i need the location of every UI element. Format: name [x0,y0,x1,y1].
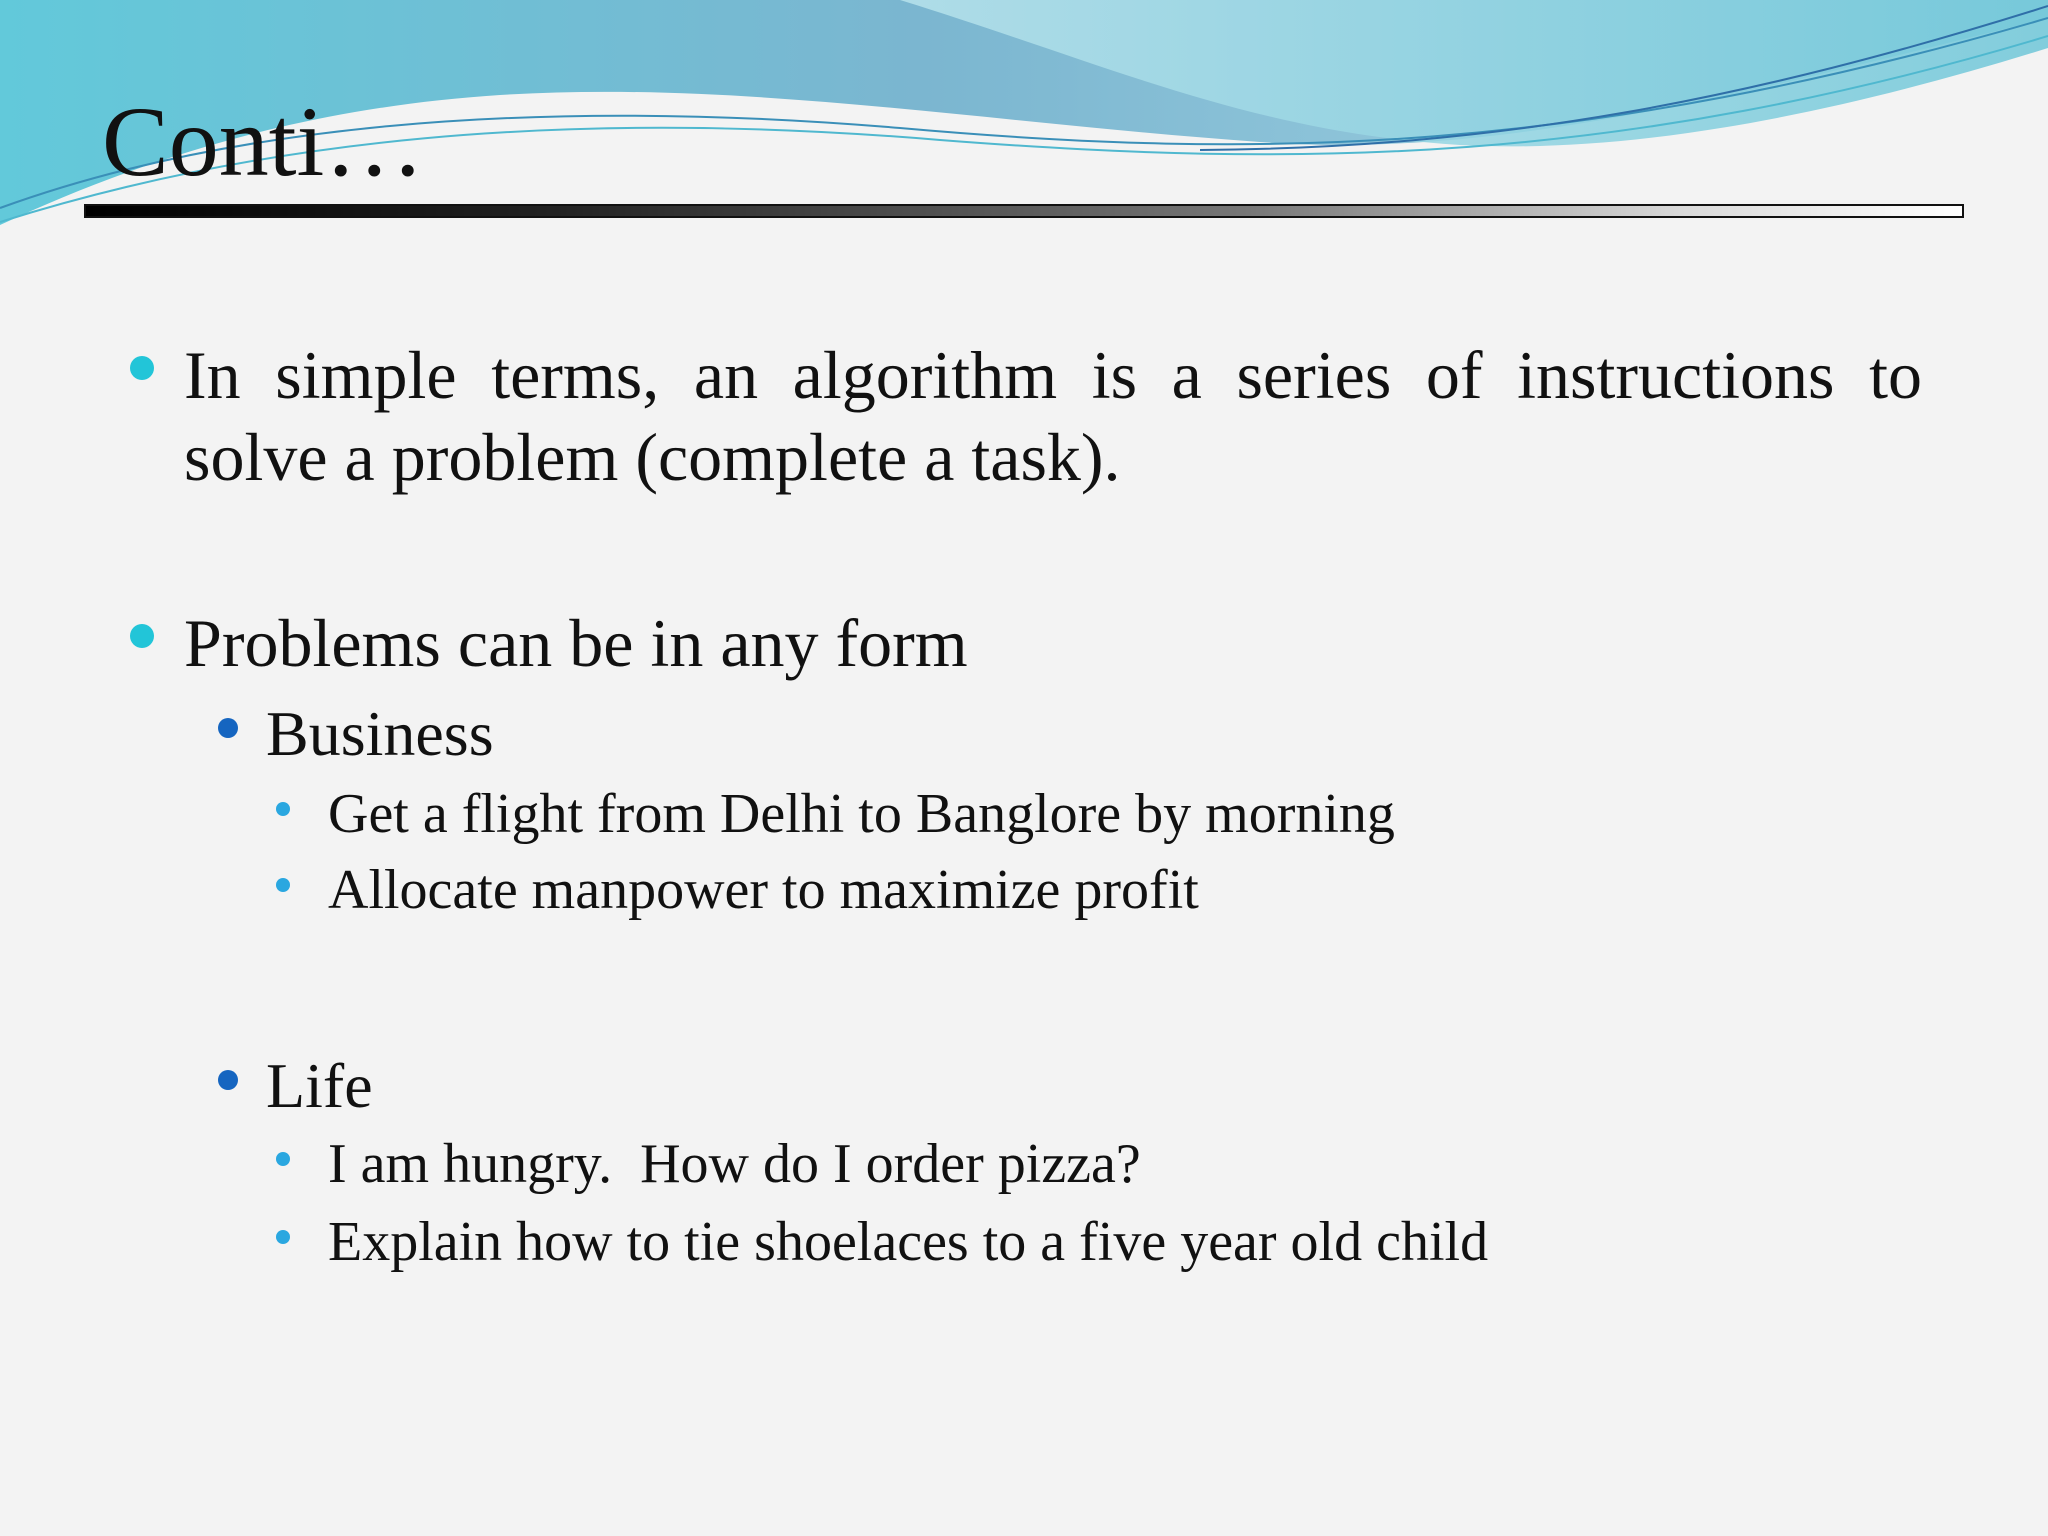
sub-sub-bullet-dot-flight [276,802,290,816]
bullet-1-line-1: In simple terms, an algorithm is a series of instructions to [184,337,1922,413]
bullet-1-text [184,334,1922,498]
sub-bullet-dot-life [218,1070,238,1090]
sub-sub-bullet-pizza-text: I am hungry. How do I order pizza? [328,1133,1141,1195]
bullet-1-line-2: solve a problem (complete a task). [184,419,1121,495]
bullet-2-text: Problems can be in any form [184,605,968,681]
slide-title: Conti… [102,86,425,197]
sub-bullet-dot-business [218,718,238,738]
bullet-dot-2 [130,624,154,648]
sub-sub-bullet-flight-text: Get a flight from Delhi to Banglore by morning [328,783,1395,845]
sub-sub-bullet-dot-shoelaces [276,1230,290,1244]
sub-sub-bullet-manpower-text: Allocate manpower to maximize profit [328,859,1199,921]
sub-sub-bullet-dot-pizza [276,1152,290,1166]
sub-sub-bullet-shoelaces-text: Explain how to tie shoelaces to a five year old child [328,1211,1489,1273]
bullet-dot-1 [130,356,154,380]
sub-bullet-life-text: Life [266,1050,373,1121]
sub-bullet-business-text: Business [266,698,494,769]
sub-sub-bullet-dot-manpower [276,878,290,892]
